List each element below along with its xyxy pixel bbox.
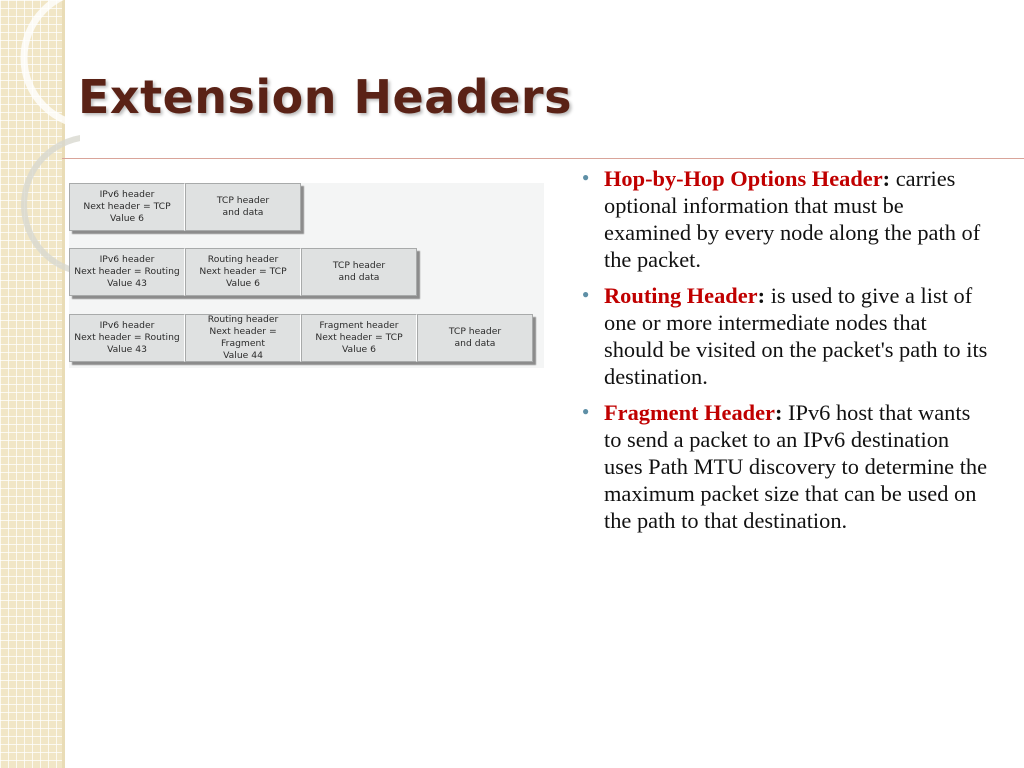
packet-cell-label: Fragment header Next header = TCP Value 6 [315, 320, 403, 355]
bullet-text: carries optional information that must be examined by every node along the path of the packet. [604, 166, 981, 272]
bullet-dot-icon: ● [582, 404, 590, 418]
packet-cell [185, 314, 301, 362]
bullet-term: Hop-by-Hop Options Header [604, 166, 883, 191]
title-divider [62, 158, 1024, 159]
bullet-text: is used to give a list of one or more intermediate nodes that should be visited on the packet's path to its destination. [604, 283, 988, 389]
bullet-list [580, 165, 990, 543]
packet-cell-label: Routing header Next header = Fragment Value 44 [207, 314, 279, 361]
packet-cell [301, 248, 417, 296]
bullet-term: Fragment Header [604, 400, 775, 425]
bullet-term: Routing Header [604, 283, 758, 308]
packet-cell-label: TCP header and data [216, 195, 270, 218]
bullet-routing [580, 282, 990, 390]
decorative-rings [0, 0, 80, 300]
packet-cell [69, 248, 185, 296]
packet-row-1 [69, 183, 301, 231]
packet-cell-label: TCP header and data [332, 260, 386, 283]
packet-cell [185, 183, 301, 231]
packet-cell [69, 314, 185, 362]
packet-cell-label: Routing header Next header = TCP Value 6 [199, 254, 287, 289]
packet-cell [417, 314, 533, 362]
packet-cell-label: IPv6 header Next header = Routing Value 43 [74, 254, 180, 289]
slide-title: Extension Headers [78, 70, 572, 124]
bullet-colon: : [774, 400, 783, 425]
bullet-dot-icon: ● [582, 287, 590, 301]
bullet-dot-icon: ● [582, 170, 590, 184]
packet-cell-label: IPv6 header Next header = Routing Value 43 [74, 320, 180, 355]
bullet-fragment [580, 399, 990, 534]
packet-cell [301, 314, 417, 362]
bullet-colon: : [882, 166, 891, 191]
extension-header-diagram [69, 183, 544, 368]
packet-cell [185, 248, 301, 296]
packet-row-2 [69, 248, 417, 296]
bullet-colon: : [757, 283, 766, 308]
packet-cell-label: TCP header and data [448, 326, 502, 349]
packet-cell-label: IPv6 header Next header = TCP Value 6 [83, 189, 171, 224]
bullet-hop-by-hop [580, 165, 990, 273]
bullet-text: IPv6 host that wants to send a packet to an IPv6 destination uses Path MTU discovery to determine the maximum packet size that can be used on the path to that destination. [604, 400, 988, 533]
packet-row-3 [69, 314, 533, 362]
packet-cell [69, 183, 185, 231]
